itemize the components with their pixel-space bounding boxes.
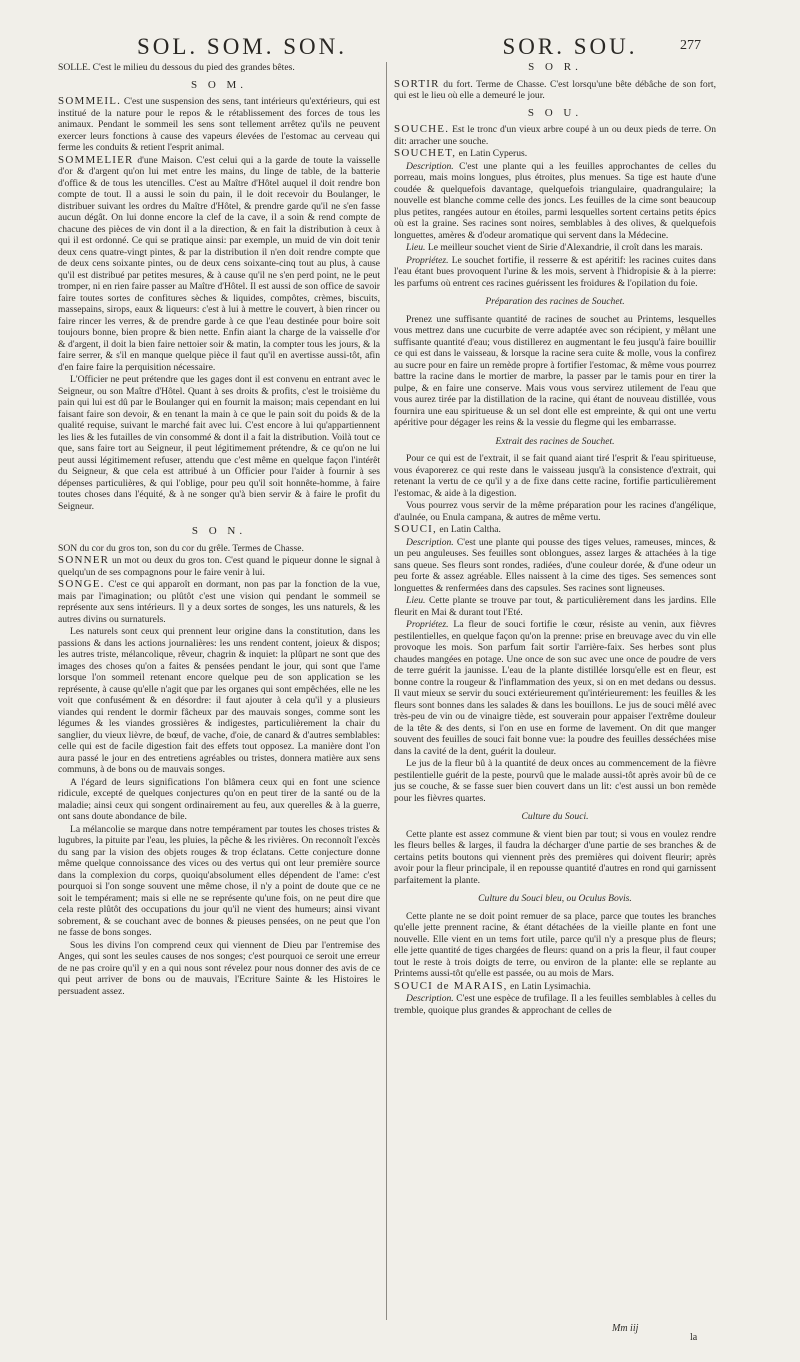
paragraph-souchet-description [394, 161, 716, 242]
text-souci-proprietez: La fleur de souci fortifie le cœur, résiste au venin, aux fièvres pestilentielles, en quelque façon qu'on la prenne: prise en breuvage avec du vin elle provoque les mois. Son parfum fait sortir l'arrière-faix. Ses herbes sont plus chaudes mangées en potage. Une once de son suc avec une once de poudre de vers de terre guérit la jaunisse. L'eau de la plante distillée lorsqu'elle est en fleur, est bonne contre la rougeur & l'inflammation des yeux, si on en met dedans ou dessus. Il vaut mieux se servir du souci extérieurement qu'intérieurement: les feuilles & les fleurs sont bonnes dans les salades & dans les bouillons. Le jus de souci mêlé avec très-peu de vin ou de vinaigre tiède, est souverain pour appaiser l'extrême douleur de la tête & des dents, si l'on en use en forme de lavement. On dit que manger souvent des feuilles de souci fait bonne vue: la poudre des feuilles desséchées mise dans la cavité de la dent, guérit la douleur. [394, 619, 716, 757]
paragraph-extrait-2: Vous pourrez vous servir de la même préparation pour les racines d'angélique, d'aulnée, ou Enula campana, & autres de même vertu. [394, 500, 716, 523]
column-divider [386, 62, 387, 1320]
paragraph-naturels: Les naturels sont ceux qui prennent leur origine dans la constitution, dans les passions & dans les actions journalières: les uns rendent content, joieux & dispos; les autres triste, mélancolique, rêveur, chagrin & inquiet: la plûpart ne sont que des images des choses qu'on a faites & pensées pendant le jour, qui sont que l'ame lorsque l'on sommeil retenant encore quelque peu de son application se les représente, à cause qu'elle n'agit que par les organes qui sont empêchées, elle ne les voit que confusément & en désordre: il faut ajouter à cela qu'il y a plusieurs viandes qui rendent le dormir fâcheux par des mauvais songes, comme sont les légumes & les viandes grossières & indigestes, particulièrement la chair du sanglier, du vieux lièvre, de bœuf, de vache, d'oie, de canard & d'autres semblables: celle qui est de facile digestion fait des effets tout opposez. La manière dont l'on aura passé le jour en des entretiens agréables ou tristes, donnera matière aux sens communs, à de bons ou de mauvais songes. [58, 626, 380, 775]
paragraph-preparation: Prenez une suffisante quantité de racines de souchet au Printems, lesquelles vous mettrez dans une cucurbite de verre adaptée avec son récipient, y mêlant une suffisante quantité d'eau; vous distillerez en augmentant le feu jusqu'à faire bouillir ce qui est dans le vaisseau, & lorsque la racine sera cuite & molle, vous la confirez au sucre pour en faire un remède propre à fortifier l'estomac, & même vous pourrez battre la racine dans le mortier de marbre, la passer par le tamis pour en tirer la pulpe, & en faire une conserve. Mais vous vous servirez utilement de l'eau que vous aurez tirée par la distillation de la racine, qui étant de nouveau distillée, vous fournira une eau spiritueuse & un sel dont elle est empreinte, & qui ont une vertu apéritive pour dégager les reins & la vessie du flegme qui les embarrasse. [394, 313, 716, 428]
text-souchet: en Latin Cyperus. [458, 148, 528, 159]
catchword: la [690, 1332, 698, 1343]
paragraph-marais-description [394, 993, 716, 1016]
entry-souci [394, 524, 716, 536]
entry-solle: SOLLE. C'est le milieu du dessous du pied des grandes bêtes. [58, 62, 295, 73]
paragraph-souci-lieu [394, 595, 716, 618]
text-souchet-lieu: Le meilleur souchet vient de Sirie d'Alexandrie, il croît dans les marais. [427, 242, 703, 253]
headword-songe: SONGE. [58, 578, 105, 590]
section-heading-sou: S O U. [527, 106, 583, 119]
label-lieu: Lieu. [406, 242, 426, 253]
text-souci-lieu: Cette plante se trouve par tout, & particulièrement dans les jardins. Elle fleurit en Mai & durant tout l'Eté. [394, 595, 716, 618]
text-sortir: du fort. Terme de Chasse. C'est lorsqu'une bête débâche de son fort, qui est le lieu où elle a demeuré le jour. [394, 78, 716, 101]
label-description: Description. [406, 536, 454, 548]
paragraph-souchet-proprietez [394, 255, 716, 290]
right-column [394, 62, 716, 1017]
paragraph-souci-jus: Le jus de la fleur bû à la quantité de deux onces au commencement de la fièvre pestilentielle guérit de la peste, pourvû que le malade aussi-tôt après avoir bû de ce jus se couche, & se fasse suer bien couvert dans un lit: c'est aussi un bon remède pour les fièvres quartes. [394, 758, 716, 804]
running-head-left: SOL. SOM. SON. [136, 34, 348, 59]
signature-mark: Mm iij [612, 1323, 639, 1334]
label-lieu: Lieu. [406, 595, 426, 606]
headword-sommeil: SOMMEIL. [58, 95, 122, 107]
paragraph-melancolie: La mélancolie se marque dans notre tempérament par toutes les choses tristes & lugubres, la pituite par l'eau, les pluies, la pêche & les rivières. On reconnoît l'excès du sang par la vision des objets rouges & trop éclatans. Cette conjecture donne même quelque connoissance des vices ou des vertus qui ont leur première source dans la complexion du corps, quoiqu'absolument elles dépendent de l'ame: c'est pourquoi si l'on songe souvent une même chose, il n'y a point de doute que ce ne soit le tempérament; mais si elle ne se représente qu'une fois, on ne peut dire que cela reste plûtôt des occupations du jour qu'il ne vient des humeurs; ainsi vivant sobrement, & se couchant avec de bonnes & pieuses pensées, on ne peut que l'on ne fasse de bons songes. [58, 823, 380, 938]
headword-souci: SOUCI, [394, 523, 437, 535]
headword-sommelier: SOMMELIER [58, 153, 134, 166]
headword-souchet: SOUCHET, [394, 147, 457, 159]
entry-souci-marais [394, 981, 716, 993]
paragraph-souci-proprietez [394, 619, 716, 757]
subheading-culture: Culture du Souci. [521, 811, 589, 822]
entry-sommeil [58, 96, 380, 154]
text-sommelier: d'une Maison. C'est celui qui a la garde de toute la vaisselle d'or & d'argent qu'on lui met entre les mains, du linge de table, de la batterie d'office & de tous les utencilles. C'est au Maître d'Hôtel auquel il doit rendre bon compte de tout. Il a aussi le soin du pain, il le doit recevoir du Boulanger, le distribuer suivant les ordres du Maître d'Hôtel, & prendre garde qu'il ne s'en fasse aucun dégât. On lui donne encore la clef de la cave, il a soin & rend compte de chacune des pièces de vin dont il a la direction, & en fait la distribution à ceux à qui il est ordonné. Ce qui se pratique ainsi: par exemple, un muid de vin doit tenir deux cens quatre-vingt pintes, & par la distribution il n'en doit rendre compte que de deux cens soixante pintes, ou de deux cens soixante-cinq tout au plus, à cause qu'il est distribué par petites mesures, & à cause qu'il ne s'en perd point, ne le peut tromper, ni en rien faire passer au Maître d'Hôtel. Il est aussi de son office de savoir faire toutes sortes de confitures sèches & liquides, compôtes, crèmes, biscuits, massepains, sirops, eaux & liqueurs: c'est à lui à mettre le couvert, à bien rincer ou faire rincer les verres, & de prendre garde à ce que l'eau destinée pour boire soit toujours bonne, bien propre & bien nette. Enfin aiant la charge de la vaisselle d'or & d'argent, il doit la bien faire nettoier soir & matin, la compter tous les jours, & la faire serrer, & s'il en manque quelque pièce il faut qu'il en avertisse aussi-tôt, afin d'en faire faire la perquisition nécessaire. [58, 154, 381, 373]
entry-sommelier [58, 155, 380, 374]
text-sommeil: C'est une suspension des sens, tant intérieurs qu'extérieurs, qui est institué de la nature pour le repos & le rétablissement des forces de tous les animaux. Pendant le sommeil les sens sont tellement arrêtez qu'ils ne peuvent exercer leurs fonctions à cause des vapeurs élevées de l'estomac au cerveau qui ferme les conduits & retient l'esprit animal. [58, 96, 380, 153]
text-marais-description: C'est une espèce de trufilage. Il a les feuilles semblables à celles du tremble, quoique plus grandes & approchant de celles de [394, 993, 716, 1016]
text-souci-description: C'est une plante qui pousse des tiges velues, rameuses, minces, & un peu anguleuses. Ses feuilles sont oblongues, assez larges & attachées à la tige sans queue. Ses fleurs sont rondes, radiées, d'une couleur dorée, & d'une odeur un peu forte & assez agréable. Elles naissent à la cime des tiges. Ses semences sont longuettes & renfermées dans des capsules. Ses racines sont ligneuses. [394, 536, 716, 594]
section-heading-som: S O M. [190, 78, 248, 91]
section-heading-sor: S O R. [528, 61, 582, 73]
text-souchet-description: C'est une plante qui a les feuilles approchantes de celles du porreau, mais moins longues, plus étroites, plus menues. Sa tige est haute d'une coudée & quelquefois davantage, quelquefois triangulaire, quadrangulaire; la nouvelle est blanche comme celle des joncs. Les feuilles de la cime sont beaucoup plus petites, rangées autour en étoiles, parmi lesquelles sortent certains petits épics où est la graine. Ses racines sont noires, semblables à des olives, & quelquefois longuettes, amères & d'odeur aromatique qui servent dans la Médecine. [394, 160, 716, 241]
paragraph-officier: L'Officier ne peut prétendre que les gages dont il est convenu en entrant avec le Seigneur, ou son Maître d'Hôtel. Quant à ses droits & profits, c'est le troisième du pain qui lui est dû par le Boulanger qui en fournit la maison; mais cependant en lui faisant faire son devoir, & en tenant la main à ce que le pain soit du poids & de la qualité requise, suivant le marché fait avec lui. C'est encore à lui qu'appartiennent les lies & les futailles de vin consommé & dont il a fait la distribution. Voilà tout ce que, sans faire tort au Seigneur, il peut légitimement prétendre, & ce qu'on ne lui peut aussi légitimement refuser, attendu que c'est même en quelque façon l'intérêt du Seigneur, & que cela est attribué à un Officier pour l'aider à fournir à ses dépenses particulières, & qui l'oblige, pour peu qu'il soit honnête-homme, à faire toutes choses dans l'équité, & à ne songer qu'à bien servir & à faire le profit du Seigneur. [58, 374, 380, 512]
paragraph-culture-bleu: Cette plante ne se doit point remuer de sa place, parce que toutes les branches qu'elle jette prennent racine, & étant détachées de la vieille plante en font une nouvelle. Elle vient en un tems fort utile, parce qu'il n'y a presque plus de fleurs; elle jette quantité de tiges chargées de fleurs: quand on a pris la fleur, il faut couper tout le reste à trois doigts de terre, ou environ de la plante: elle se replante au Printems aussi-tôt qu'elle est passée, ou au mois de Mars. [394, 910, 716, 979]
headword-souche: SOUCHE. [394, 123, 450, 135]
entry-souche [394, 124, 716, 147]
label-proprietez: Propriétez. [406, 254, 449, 266]
entry-son: SON du cor du gros ton, son du cor du grêle. Termes de Chasse. [58, 542, 304, 554]
entry-songe [58, 579, 380, 625]
subheading-extrait: Extrait des racines de Souchet. [495, 435, 615, 447]
entry-sonner [58, 555, 380, 578]
headword-sortir: SORTIR [394, 77, 440, 90]
label-description: Description. [406, 993, 454, 1004]
label-description: Description. [406, 160, 454, 172]
subheading-preparation: Préparation des racines de Souchet. [485, 296, 625, 307]
text-souci: en Latin Caltha. [439, 524, 501, 535]
text-sonner: un mot ou deux du gros ton. C'est quand le piqueur donne le signal à quelqu'un de ses compagnons pour le faire venir à lui. [58, 555, 380, 578]
headword-sonner: SONNER [58, 554, 110, 566]
text-souchet-proprietez: Le souchet fortifie, il resserre & est apéritif: les racines cuites dans l'eau étant bues provoquent l'urine & les mois, servent à l'hidropisie & à la pierre: les parfums où entrent ces racines guérissent les froidures & l'opilation du foie. [394, 254, 716, 289]
paragraph-culture: Cette plante est assez commune & vient bien par tout; si vous en voulez rendre les fleurs belles & larges, il faudra la décharger d'une partie de ses branches & de certains petits boutons qui viennent près des premières qui doivent fleurir; après avoir pour la fleur principale, il en repousse quantité d'autres en rond qui garnissent parfaitement la plante. [394, 828, 716, 886]
paragraph-extrait: Pour ce qui est de l'extrait, il se fait quand aiant tiré l'esprit & l'eau spiritueuse, vous évaporerez ce qui reste dans le vaisseau jusqu'à la consistence d'extrait, qui retenant la vertu de ce qu'il y a de fixe dans cette racine, fortifie particulièrement l'estomac, & aide à la digestion. [394, 453, 716, 499]
paragraph-souchet-lieu [394, 242, 716, 254]
text-souche: Est le tronc d'un vieux arbre coupé à un ou deux pieds de terre. On dit: arracher une souche. [394, 124, 716, 147]
paragraph-souci-description [394, 537, 716, 595]
paragraph-divins: Sous les divins l'on comprend ceux qui viennent de Dieu par l'entremise des Anges, qui sont les seules causes de nos songes; c'est pourquoi ce seroit une erreur de ne pas croire qu'il y en a qui nous sont révelez pour nous donner des avis de ce qui peut arriver de bons ou de mauvais, l'Ecriture Sainte & les Histoires le persuadent assez. [58, 939, 380, 997]
running-head-right: SOR. SOU. [502, 34, 638, 59]
page-number: 277 [680, 38, 701, 53]
left-column [58, 62, 380, 998]
headword-souci-marais: SOUCI de MARAIS, [394, 979, 508, 992]
text-songe: C'est ce qui apparoît en dormant, non pas par la fonction de la vue, mais par l'imagination; ou plûtôt c'est une vision qui pendant le sommeil se représente aux sens intérieurs. Il y a deux sortes de songes, les uns naturels, & les autres divins ou surnaturels. [58, 579, 380, 625]
text-souci-marais: en Latin Lysimachia. [510, 980, 591, 992]
label-proprietez: Propriétez. [406, 619, 449, 630]
entry-sortir [394, 79, 716, 102]
subheading-culture-bleu: Culture du Souci bleu, ou Oculus Bovis. [478, 893, 632, 904]
paragraph-egard: A l'égard de leurs significations l'on blâmera ceux qui en font une science ridicule, excepté de quelques conjectures qu'on en peut tirer de la santé ou de la maladie; ainsi ceux qui songent ordinairement au feu, aux querelles & à la guerre, ont sans doute abondance de bile. [58, 776, 380, 822]
section-heading-son: S O N. [191, 525, 247, 537]
entry-souchet [394, 148, 716, 160]
